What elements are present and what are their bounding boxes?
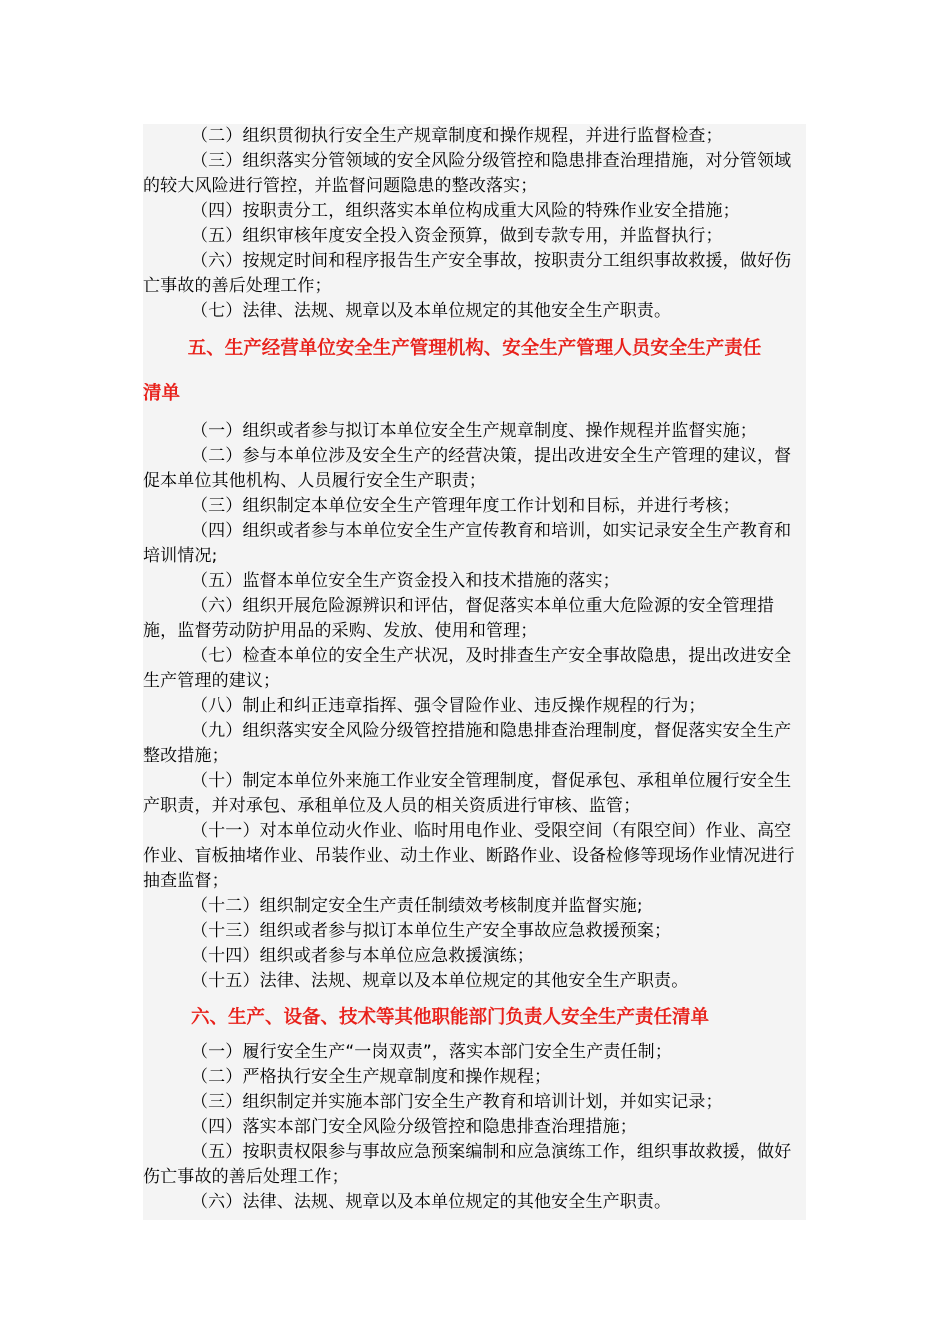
- section-4-list: [143, 124, 806, 324]
- section-6-list: [143, 1040, 806, 1215]
- list-item: （四）按职责分工，组织落实本单位构成重大风险的特殊作业安全措施；: [191, 201, 740, 221]
- list-item: （八）制止和纠正违章指挥、强令冒险作业、违反操作规程的行为；: [191, 696, 706, 716]
- section-5-heading-line-1: 五、生产经营单位安全生产管理机构、安全生产管理人员安全生产责任: [187, 338, 762, 359]
- list-item: （七）检查本单位的安全生产状况，及时排查生产安全事故隐患，提出改进安全生产管理的建议；: [143, 646, 792, 691]
- list-item: （九）组织落实安全风险分级管控措施和隐患排查治理制度，督促落实安全生产整改措施；: [143, 721, 792, 766]
- list-item: （二）参与本单位涉及安全生产的经营决策，提出改进安全生产管理的建议，督促本单位其他机构、人员履行安全生产职责；: [143, 446, 792, 491]
- list-item: （六）法律、法规、规章以及本单位规定的其他安全生产职责。: [191, 1192, 672, 1212]
- list-item: （二）严格执行安全生产规章制度和操作规程；: [191, 1067, 552, 1087]
- list-item: （六）按规定时间和程序报告生产安全事故，按职责分工组织事故救援，做好伤亡事故的善后处理工作；: [143, 251, 792, 296]
- section-5-heading-line-2: 清单: [143, 383, 181, 404]
- list-item: （二）组织贯彻执行安全生产规章制度和操作规程，并进行监督检查；: [191, 126, 723, 146]
- list-item: （三）组织落实分管领域的安全风险分级管控和隐患排查治理措施，对分管领域的较大风险进行管控，并监督问题隐患的整改落实；: [143, 151, 792, 196]
- list-item: （六）组织开展危险源辨识和评估，督促落实本单位重大危险源的安全管理措施，监督劳动防护用品的采购、发放、使用和管理；: [143, 596, 775, 641]
- list-item: （一）履行安全生产“一岗双责”，落实本部门安全生产责任制；: [191, 1042, 672, 1062]
- list-item: （十五）法律、法规、规章以及本单位规定的其他安全生产职责。: [191, 971, 689, 991]
- document-page-content: [143, 124, 806, 1220]
- list-item: （十三）组织或者参与拟订本单位生产安全事故应急救援预案；: [191, 921, 672, 941]
- section-6-heading: 六、生产、设备、技术等其他职能部门负责人安全生产责任清单: [191, 1007, 710, 1028]
- list-item: （五）组织审核年度安全投入资金预算，做到专款专用，并监督执行；: [191, 226, 723, 246]
- list-item: （一）组织或者参与拟订本单位安全生产规章制度、操作规程并监督实施；: [191, 421, 757, 441]
- list-item: （三）组织制定并实施本部门安全生产教育和培训计划，并如实记录；: [191, 1092, 723, 1112]
- list-item: （十四）组织或者参与本单位应急救援演练；: [191, 946, 534, 966]
- list-item: （五）监督本单位安全生产资金投入和技术措施的落实；: [191, 571, 620, 591]
- list-item: （七）法律、法规、规章以及本单位规定的其他安全生产职责。: [191, 301, 672, 321]
- list-item: （四）组织或者参与本单位安全生产宣传教育和培训，如实记录安全生产教育和培训情况;: [143, 521, 792, 566]
- list-item: （三）组织制定本单位安全生产管理年度工作计划和目标，并进行考核；: [191, 496, 740, 516]
- list-item: （十一）对本单位动火作业、临时用电作业、受限空间（有限空间）作业、高空作业、盲板抽堵作业、吊装作业、动土作业、断路作业、设备检修等现场作业情况进行抽查监督；: [143, 821, 795, 891]
- list-item: （十）制定本单位外来施工作业安全管理制度，督促承包、承租单位履行安全生产职责，并对承包、承租单位及人员的相关资质进行审核、监管；: [143, 771, 792, 816]
- list-item: （十二）组织制定安全生产责任制绩效考核制度并监督实施;: [191, 896, 643, 916]
- section-5-list: [143, 419, 806, 994]
- list-item: （四）落实本部门安全风险分级管控和隐患排查治理措施；: [191, 1117, 637, 1137]
- section-5-heading: [143, 336, 806, 407]
- list-item: （五）按职责权限参与事故应急预案编制和应急演练工作，组织事故救援，做好伤亡事故的善后处理工作；: [143, 1142, 792, 1187]
